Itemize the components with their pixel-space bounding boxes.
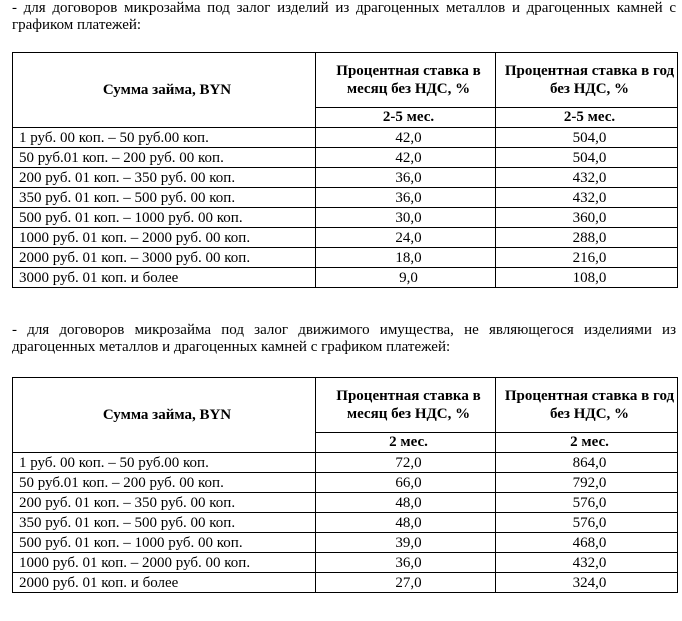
- amount-cell: 500 руб. 01 коп. – 1000 руб. 00 коп.: [13, 208, 316, 228]
- header-term-monthly: 2-5 мес.: [316, 108, 496, 128]
- table-row: [13, 493, 678, 513]
- table-row: [13, 228, 678, 248]
- monthly-rate-cell: 48,0: [316, 513, 496, 533]
- yearly-rate-cell: 504,0: [496, 148, 678, 168]
- yearly-rate-cell: 108,0: [496, 268, 678, 288]
- table-row: [13, 188, 678, 208]
- amount-cell: 350 руб. 01 коп. – 500 руб. 00 коп.: [13, 188, 316, 208]
- monthly-rate-cell: 27,0: [316, 573, 496, 593]
- monthly-rate-cell: 24,0: [316, 228, 496, 248]
- header-yearly-rate: Процентная ставка в год без НДС, %: [496, 378, 678, 433]
- section2-intro: - для договоров микрозайма под залог движимого имущества, не являющегося изделиями из драгоценных металлов и драгоценных камней с графиком платежей:: [12, 322, 676, 355]
- header-term-monthly: 2 мес.: [316, 433, 496, 453]
- amount-cell: 500 руб. 01 коп. – 1000 руб. 00 коп.: [13, 533, 316, 553]
- amount-cell: 2000 руб. 01 коп. и более: [13, 573, 316, 593]
- amount-cell: 3000 руб. 01 коп. и более: [13, 268, 316, 288]
- amount-cell: 2000 руб. 01 коп. – 3000 руб. 00 коп.: [13, 248, 316, 268]
- monthly-rate-cell: 42,0: [316, 128, 496, 148]
- rates-table-body: [13, 453, 678, 593]
- header-monthly-rate: Процентная ставка в месяц без НДС, %: [316, 53, 496, 108]
- monthly-rate-cell: 36,0: [316, 168, 496, 188]
- yearly-rate-cell: 360,0: [496, 208, 678, 228]
- yearly-rate-cell: 792,0: [496, 473, 678, 493]
- yearly-rate-cell: 864,0: [496, 453, 678, 473]
- yearly-rate-cell: 288,0: [496, 228, 678, 248]
- monthly-rate-cell: 18,0: [316, 248, 496, 268]
- header-sum: Сумма займа, BYN: [13, 378, 316, 453]
- table-row: [13, 248, 678, 268]
- table-row: [13, 513, 678, 533]
- monthly-rate-cell: 39,0: [316, 533, 496, 553]
- table-row: [13, 573, 678, 593]
- table-row: [13, 128, 678, 148]
- amount-cell: 200 руб. 01 коп. – 350 руб. 00 коп.: [13, 168, 316, 188]
- section1-intro: - для договоров микрозайма под залог изделий из драгоценных металлов и драгоценных камней с графиком платежей:: [12, 0, 676, 33]
- amount-cell: 1000 руб. 01 коп. – 2000 руб. 00 коп.: [13, 228, 316, 248]
- monthly-rate-cell: 72,0: [316, 453, 496, 473]
- amount-cell: 350 руб. 01 коп. – 500 руб. 00 коп.: [13, 513, 316, 533]
- amount-cell: 1 руб. 00 коп. – 50 руб.00 коп.: [13, 453, 316, 473]
- monthly-rate-cell: 36,0: [316, 188, 496, 208]
- table-row: [13, 208, 678, 228]
- table-row: [13, 553, 678, 573]
- rates-table-precious: [12, 52, 678, 288]
- amount-cell: 200 руб. 01 коп. – 350 руб. 00 коп.: [13, 493, 316, 513]
- table-row: [13, 268, 678, 288]
- monthly-rate-cell: 48,0: [316, 493, 496, 513]
- table-row: [13, 453, 678, 473]
- monthly-rate-cell: 36,0: [316, 553, 496, 573]
- header-yearly-rate: Процентная ставка в год без НДС, %: [496, 53, 678, 108]
- header-monthly-rate: Процентная ставка в месяц без НДС, %: [316, 378, 496, 433]
- yearly-rate-cell: 324,0: [496, 573, 678, 593]
- yearly-rate-cell: 432,0: [496, 168, 678, 188]
- header-sum: Сумма займа, BYN: [13, 53, 316, 128]
- monthly-rate-cell: 42,0: [316, 148, 496, 168]
- amount-cell: 50 руб.01 коп. – 200 руб. 00 коп.: [13, 473, 316, 493]
- monthly-rate-cell: 66,0: [316, 473, 496, 493]
- table-row: [13, 148, 678, 168]
- yearly-rate-cell: 468,0: [496, 533, 678, 553]
- header-term-yearly: 2-5 мес.: [496, 108, 678, 128]
- monthly-rate-cell: 30,0: [316, 208, 496, 228]
- amount-cell: 50 руб.01 коп. – 200 руб. 00 коп.: [13, 148, 316, 168]
- rates-table-movable: [12, 377, 678, 593]
- rates-table-body: [13, 128, 678, 288]
- header-term-yearly: 2 мес.: [496, 433, 678, 453]
- yearly-rate-cell: 504,0: [496, 128, 678, 148]
- yearly-rate-cell: 576,0: [496, 513, 678, 533]
- table-row: [13, 473, 678, 493]
- table-row: [13, 168, 678, 188]
- yearly-rate-cell: 576,0: [496, 493, 678, 513]
- amount-cell: 1000 руб. 01 коп. – 2000 руб. 00 коп.: [13, 553, 316, 573]
- yearly-rate-cell: 216,0: [496, 248, 678, 268]
- yearly-rate-cell: 432,0: [496, 553, 678, 573]
- monthly-rate-cell: 9,0: [316, 268, 496, 288]
- yearly-rate-cell: 432,0: [496, 188, 678, 208]
- amount-cell: 1 руб. 00 коп. – 50 руб.00 коп.: [13, 128, 316, 148]
- table-row: [13, 533, 678, 553]
